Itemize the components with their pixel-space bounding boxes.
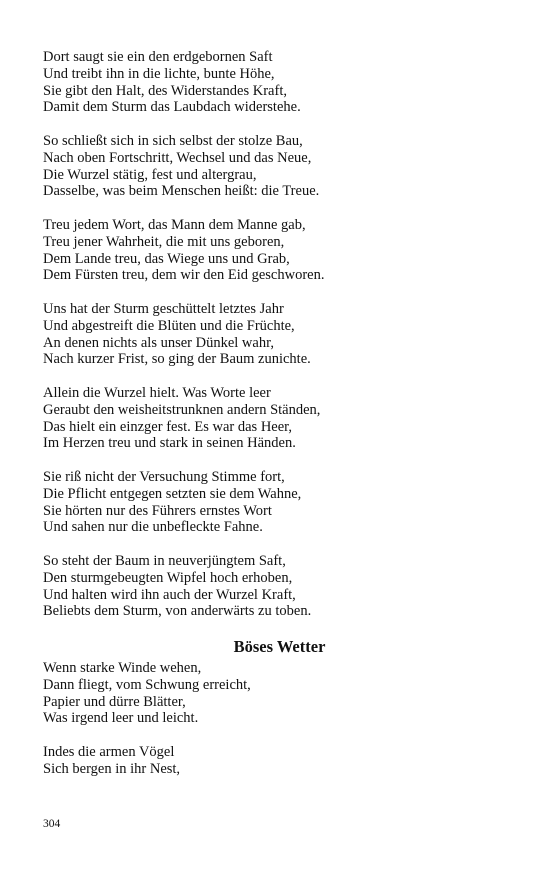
verse-line: Wenn starke Winde wehen, bbox=[43, 660, 202, 677]
verse-line: Die Wurzel stätig, fest und altergrau, bbox=[43, 166, 257, 183]
verse-line: Dann fliegt, vom Schwung erreicht, bbox=[43, 676, 251, 693]
verse-line: Treu jener Wahrheit, die mit uns geboren, bbox=[43, 233, 285, 250]
poem-continuation bbox=[43, 49, 513, 620]
poem-title: Böses Wetter bbox=[233, 637, 326, 657]
verse-line: Damit dem Sturm das Laubdach widerstehe. bbox=[43, 99, 301, 116]
stanza bbox=[43, 469, 513, 536]
verse-line: Das hielt ein einzger fest. Es war das Heer, bbox=[43, 418, 293, 435]
verse-line: Allein die Wurzel hielt. Was Worte leer bbox=[43, 384, 271, 401]
verse-line: Geraubt den weisheitstrunknen andern Ständen, bbox=[43, 401, 321, 418]
verse-line: Dem Lande treu, das Wiege uns und Grab, bbox=[43, 250, 290, 267]
verse-line: Im Herzen treu und stark in seinen Händen. bbox=[43, 435, 296, 452]
verse-line: Und halten wird ihn auch der Wurzel Kraft, bbox=[43, 586, 296, 603]
verse-line: Und treibt ihn in die lichte, bunte Höhe, bbox=[43, 65, 275, 82]
verse-line: Sie riß nicht der Versuchung Stimme fort, bbox=[43, 468, 285, 485]
stanza bbox=[43, 217, 513, 284]
verse-line: Dasselbe, was beim Menschen heißt: die Treue. bbox=[43, 183, 320, 200]
verse-line: Nach kurzer Frist, so ging der Baum zunichte. bbox=[43, 351, 311, 368]
verse-line: Beliebts dem Sturm, von anderwärts zu toben. bbox=[43, 603, 312, 620]
verse-line: Sich bergen in ihr Nest, bbox=[43, 760, 181, 777]
verse-line: Dort saugt sie ein den erdgebornen Saft bbox=[43, 49, 273, 65]
page-body bbox=[43, 49, 513, 778]
verse-line: Die Pflicht entgegen setzten sie dem Wahne, bbox=[43, 485, 302, 502]
verse-line: Papier und dürre Blätter, bbox=[43, 693, 186, 710]
stanza bbox=[43, 744, 513, 778]
page-number: 304 bbox=[43, 818, 61, 830]
verse-line: Sie gibt den Halt, des Widerstandes Kraft, bbox=[43, 82, 287, 99]
verse-line: Indes die armen Vögel bbox=[43, 744, 175, 761]
verse-line: So steht der Baum in neuverjüngtem Saft, bbox=[43, 552, 286, 569]
stanza bbox=[43, 301, 513, 368]
verse-line: Und abgestreift die Blüten und die Früchte, bbox=[43, 317, 295, 334]
stanza bbox=[43, 133, 513, 200]
verse-line: Uns hat der Sturm geschüttelt letztes Jahr bbox=[43, 300, 284, 317]
verse-line: Dem Fürsten treu, dem wir den Eid geschworen. bbox=[43, 267, 325, 284]
verse-line: Treu jedem Wort, das Mann dem Manne gab, bbox=[43, 216, 306, 233]
verse-line: So schließt sich in sich selbst der stolze Bau, bbox=[43, 132, 303, 149]
verse-line: Den sturmgebeugten Wipfel hoch erhoben, bbox=[43, 569, 293, 586]
stanza bbox=[43, 553, 513, 620]
verse-line: An denen nichts als unser Dünkel wahr, bbox=[43, 334, 274, 351]
verse-line: Sie hörten nur des Führers ernstes Wort bbox=[43, 502, 272, 519]
stanza bbox=[43, 385, 513, 452]
verse-line: Nach oben Fortschritt, Wechsel und das Neue, bbox=[43, 149, 312, 166]
stanza bbox=[43, 49, 513, 116]
verse-line: Und sahen nur die unbefleckte Fahne. bbox=[43, 519, 263, 536]
verse-line: Was irgend leer und leicht. bbox=[43, 710, 199, 727]
stanza bbox=[43, 660, 513, 727]
poem bbox=[43, 660, 513, 778]
